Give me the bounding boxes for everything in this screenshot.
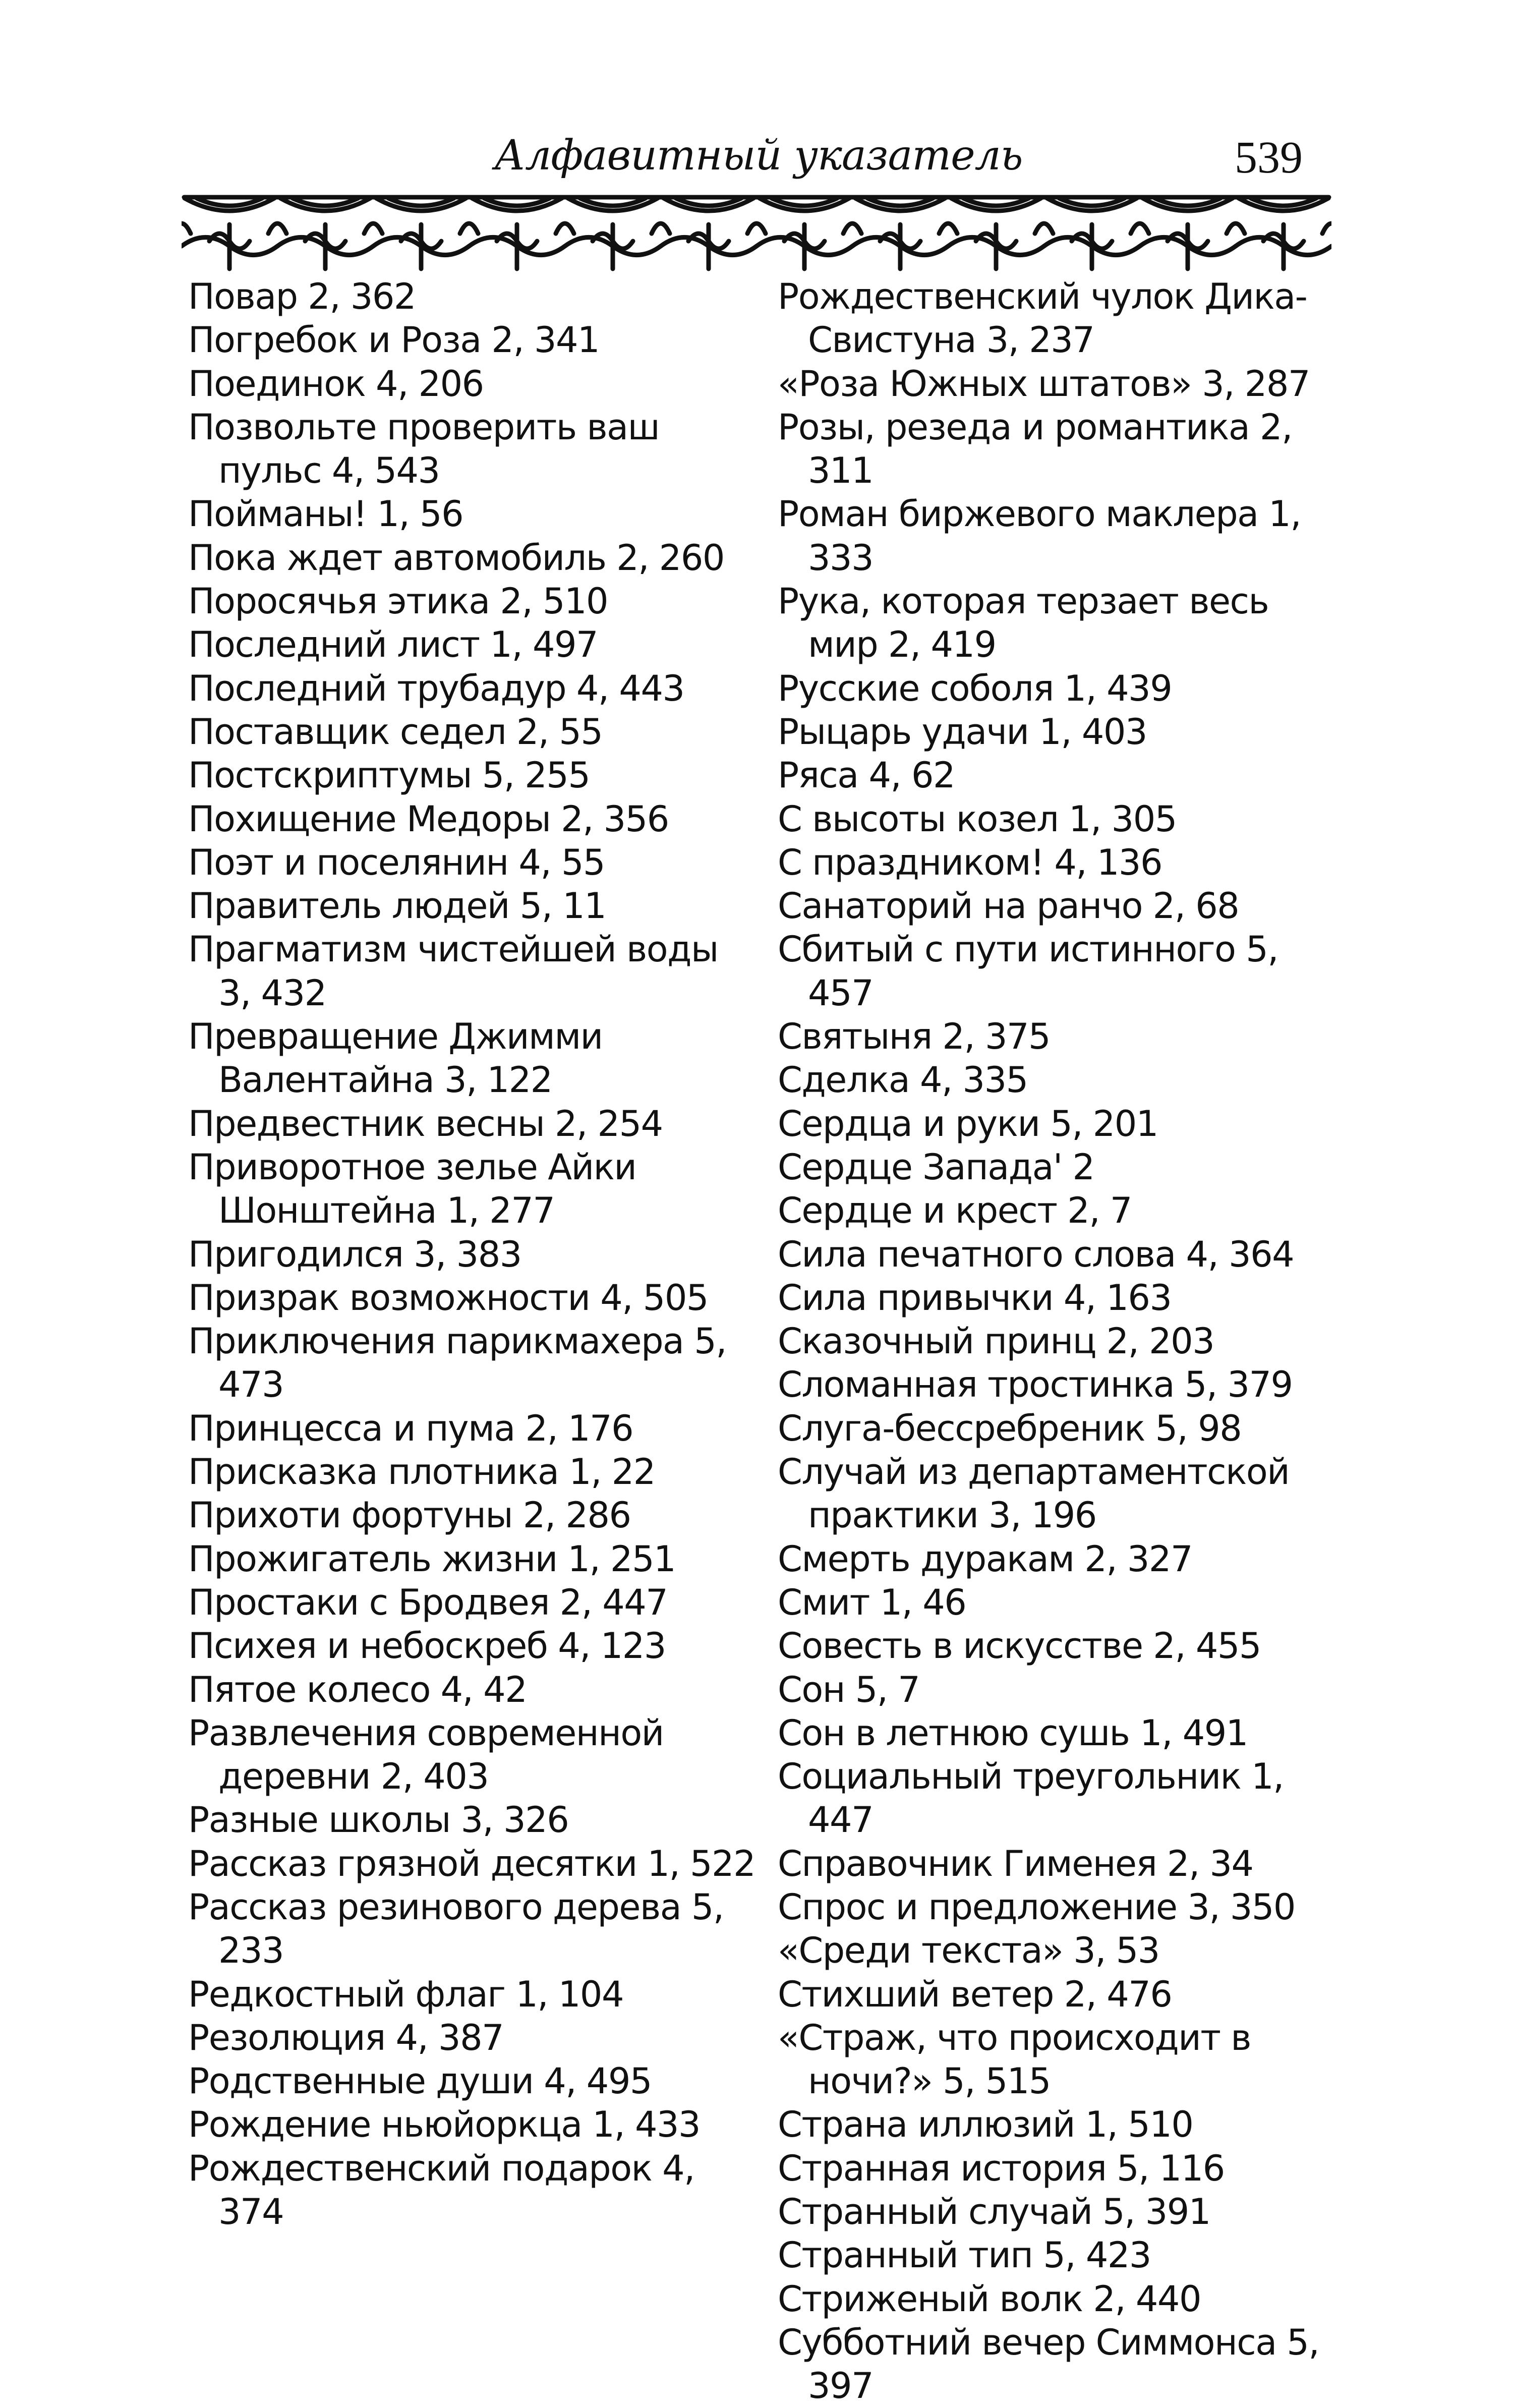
index-entry: Похищение Медоры 2, 356 [188,798,669,840]
index-entry: Призрак возможности 4, 505 [188,1277,708,1318]
index-entry: Сила печатного слова 4, 364 [778,1233,1294,1275]
index-entry: Социальный треугольник 1, 447 [778,1756,1284,1841]
index-entry: Сердце Запада' 2 [778,1146,1094,1188]
index-entry: Спрос и предложение 3, 350 [778,1886,1295,1928]
index-entry: Редкостный флаг 1, 104 [188,1973,623,2015]
index-entry: Роман биржевого маклера 1, 333 [778,493,1301,579]
index-entry: «Страж, что происходит в ночи?» 5, 515 [778,2017,1251,2102]
index-entry: Приворотное зелье Айки Шонштейна 1, 277 [188,1146,636,1232]
index-entry: Поставщик седел 2, 55 [188,711,603,753]
index-entry: Рождение ньюйоркца 1, 433 [188,2104,701,2146]
index-entry: С праздником! 4, 136 [778,841,1162,883]
index-entry: «Среди текста» 3, 53 [778,1930,1159,1972]
index-left-column [188,275,758,2233]
index-entry: Принцесса и пума 2, 176 [188,1407,633,1449]
index-entry: Последний лист 1, 497 [188,624,598,666]
running-title: Алфавитный указатель [494,132,1023,180]
index-entry: Сила привычки 4, 163 [778,1277,1172,1318]
index-entry: Прагматизм чистейшей воды 3, 432 [188,929,718,1014]
index-entry: Стриженый волк 2, 440 [778,2278,1201,2320]
index-entry: Поединок 4, 206 [188,363,484,405]
index-entry: Разные школы 3, 326 [188,1799,569,1841]
index-entry: Справочник Гименея 2, 34 [778,1843,1253,1884]
index-entry: Рыцарь удачи 1, 403 [778,711,1147,753]
index-entry: Ряса 4, 62 [778,755,955,796]
index-entry: Святыня 2, 375 [778,1016,1051,1058]
index-entry: Приключения парикмахера 5, 473 [188,1321,726,1406]
index-entry: Резолюция 4, 387 [188,2017,504,2058]
index-entry: Субботний вечер Симмонса 5, 397 [778,2321,1319,2407]
index-entry: Рассказ резинового дерева 5, 233 [188,1886,724,1972]
index-entry: Смерть дуракам 2, 327 [778,1538,1193,1580]
index-entry: Повар 2, 362 [188,276,416,317]
page-number: 539 [1235,133,1303,183]
index-entry: Прожигатель жизни 1, 251 [188,1538,676,1580]
index-entry: Сердце и крест 2, 7 [778,1190,1132,1232]
index-entry: С высоты козел 1, 305 [778,798,1177,840]
index-entry: Смит 1, 46 [778,1581,966,1623]
index-entry: Русские соболя 1, 439 [778,667,1172,709]
index-entry: Позвольте проверить ваш пульс 4, 543 [188,406,660,492]
index-entry: Поросячья этика 2, 510 [188,581,608,622]
index-entry: Прихоти фортуны 2, 286 [188,1495,631,1536]
index-entry: Погребок и Роза 2, 341 [188,319,600,361]
index-entry: Сон в летнюю сушь 1, 491 [778,1712,1248,1754]
index-entry: Розы, резеда и романтика 2, 311 [778,406,1292,492]
index-entry: Пойманы! 1, 56 [188,493,463,535]
index-entry: Превращение Джимми Валентайна 3, 122 [188,1016,603,1101]
index-entry: Постскриптумы 5, 255 [188,755,590,796]
index-entry: Предвестник весны 2, 254 [188,1103,663,1144]
index-entry: Пока ждет автомобиль 2, 260 [188,537,724,579]
index-entry: Случай из департаментской практики 3, 196 [778,1451,1290,1536]
index-entry: Слуга-бессребреник 5, 98 [778,1407,1242,1449]
index-entry: Присказка плотника 1, 22 [188,1451,655,1493]
index-entry: Развлечения современной деревни 2, 403 [188,1712,664,1798]
index-entry: «Роза Южных штатов» 3, 287 [778,363,1310,405]
index-entry: Пятое колесо 4, 42 [188,1669,527,1710]
index-entry: Странный случай 5, 391 [778,2191,1210,2233]
index-entry: Родственные души 4, 495 [188,2060,652,2102]
index-entry: Сердца и руки 5, 201 [778,1103,1158,1144]
index-entry: Психея и небоскреб 4, 123 [188,1625,666,1667]
index-entry: Сон 5, 7 [778,1669,920,1710]
index-entry: Рождественский подарок 4, 374 [188,2147,694,2233]
index-entry: Рука, которая терзает весь мир 2, 419 [778,581,1269,666]
index-entry: Совесть в искусстве 2, 455 [778,1625,1261,1667]
index-entry: Рассказ грязной десятки 1, 522 [188,1843,755,1884]
index-entry: Простаки с Бродвея 2, 447 [188,1581,668,1623]
index-entry: Последний трубадур 4, 443 [188,667,684,709]
index-entry: Сказочный принц 2, 203 [778,1321,1214,1362]
index-entry: Пригодился 3, 383 [188,1233,521,1275]
index-entry: Сделка 4, 335 [778,1059,1028,1101]
index-right-column [778,275,1343,2408]
index-entry: Страна иллюзий 1, 510 [778,2104,1193,2146]
index-entry: Странный тип 5, 423 [778,2234,1151,2276]
index-entry: Сбитый с пути истинного 5, 457 [778,929,1278,1014]
index-entry: Поэт и поселянин 4, 55 [188,841,605,883]
index-entry: Стихший ветер 2, 476 [778,1973,1172,2015]
index-entry: Правитель людей 5, 11 [188,885,606,927]
index-entry: Рождественский чулок Дика-Свистуна 3, 237 [778,276,1307,361]
index-entry: Санаторий на ранчо 2, 68 [778,885,1239,927]
index-entry: Сломанная тростинка 5, 379 [778,1364,1293,1406]
index-entry: Странная история 5, 116 [778,2147,1225,2189]
